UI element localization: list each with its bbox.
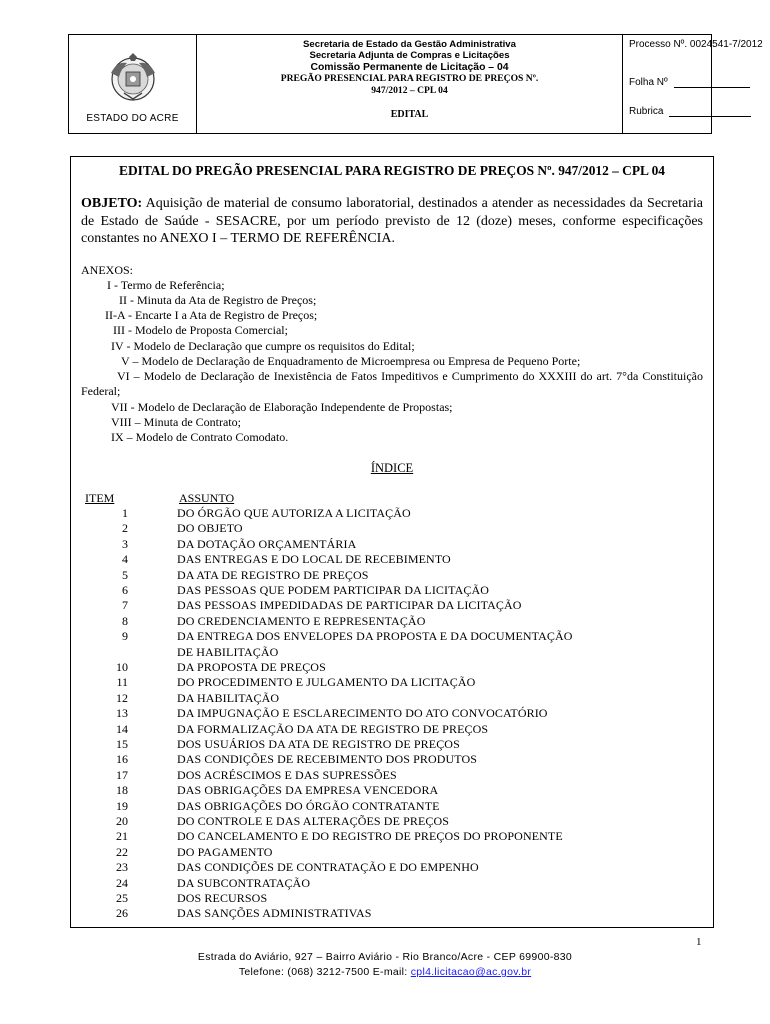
indice-row-title: DAS CONDIÇÕES DE CONTRATAÇÃO E DO EMPENHO [177, 860, 479, 875]
indice-row-number: 5 [122, 567, 128, 582]
indice-row-title: DO ÓRGÃO QUE AUTORIZA A LICITAÇÃO [177, 506, 411, 520]
indice-row-number: 26 [116, 906, 128, 921]
indice-row-number: 4 [122, 552, 128, 567]
indice-row-number: 7 [122, 598, 128, 613]
header-process-cell [623, 35, 763, 133]
indice-row-title: DO PROCEDIMENTO E JULGAMENTO DA LICITAÇÃO [177, 675, 476, 690]
header-logo-cell [69, 35, 197, 133]
indice-row-number: 23 [116, 860, 128, 875]
indice-row-title: DAS PESSOAS IMPEDIDADAS DE PARTICIPAR DA LICITAÇÃO [177, 598, 522, 613]
indice-row-title: DA SUBCONTRATAÇÃO [177, 875, 311, 890]
indice-row-number: 9 [122, 629, 128, 644]
indice-row-title: DO CREDENCIAMENTO E REPRESENTAÇÃO [177, 613, 426, 628]
indice-row-title: DA ATA DE REGISTRO DE PREÇOS [177, 567, 369, 582]
indice-col-item: ITEM [85, 491, 115, 505]
header-lines [197, 39, 622, 96]
indice-row-title: DA FORMALIZAÇÃO DA ATA DE REGISTRO DE PREÇOS [177, 721, 489, 736]
anexo-item: I - Termo de Referência; [107, 278, 225, 292]
objeto-label: OBJETO: [81, 196, 143, 211]
anexo-item: V – Modelo de Declaração de Enquadramento de Microempresa ou Empresa de Pequeno Porte; [121, 354, 581, 368]
header-title-cell [197, 35, 623, 133]
indice-row-number: 21 [116, 829, 128, 844]
footer-phone: Telefone: (068) 3212-7500 E-mail: [238, 966, 408, 978]
footer-address: Estrada do Aviário, 927 – Bairro Aviário - Rio Branco/Acre - CEP 69900-830 [197, 951, 573, 963]
rubrica-field [629, 106, 751, 117]
indice-row-title: DOS RECURSOS [177, 891, 268, 905]
anexo-item: II-A - Encarte I a Ata de Registro de Preços; [105, 308, 318, 322]
indice-row-title: DA IMPUGNAÇÃO E ESCLARECIMENTO DO ATO CONVOCATÓRIO [177, 706, 548, 721]
indice-row-number: 6 [122, 583, 128, 597]
indice-row-title: DAS PESSOAS QUE PODEM PARTICIPAR DA LICITAÇÃO [177, 583, 489, 597]
indice-row-number: 17 [116, 767, 128, 782]
indice-row-number: 16 [116, 752, 128, 767]
processo-number: Processo Nº. 0024541-7/2012 [629, 39, 763, 50]
indice-row-title: DOS USUÁRIOS DA ATA DE REGISTRO DE PREÇOS [177, 737, 460, 751]
folha-label: Folha Nº [629, 77, 668, 88]
indice-row-title: DA PROPOSTA DE PREÇOS [177, 660, 326, 674]
state-seal-icon [107, 53, 159, 105]
anexo-item: VI – Modelo de Declaração de Inexistência de Fatos Impeditivos e Cumprimento do XXXIII do art. 7°da Constituição Federal; [81, 369, 703, 399]
indice-row-number: 10 [116, 660, 128, 674]
anexo-item: IX – Modelo de Contrato Comodato. [111, 430, 289, 444]
indice-row-title: DO OBJETO [177, 521, 243, 536]
anexo-item: III - Modelo de Proposta Comercial; [113, 323, 288, 337]
header-edital-label: EDITAL [390, 109, 429, 120]
indice-row-number: 20 [116, 814, 128, 828]
indice-row-number: 3 [122, 536, 128, 551]
anexo-item: VIII – Minuta de Contrato; [111, 415, 241, 429]
rubrica-label: Rubrica [629, 106, 664, 117]
document-header [68, 34, 763, 134]
indice-row-number: 14 [116, 721, 128, 736]
indice-heading: ÍNDICE [370, 461, 414, 475]
indice-row-number: 22 [116, 844, 128, 859]
indice-row-number: 8 [122, 613, 128, 628]
indice-row-number: 11 [116, 675, 128, 690]
edital-title: EDITAL DO PREGÃO PRESENCIAL PARA REGISTRO DE PREÇOS Nº. 947/2012 – CPL 04 [119, 163, 665, 178]
indice-row-title: DAS OBRIGAÇÕES DA EMPRESA VENCEDORA [177, 783, 439, 798]
indice-row-title: DAS SANÇÕES ADMINISTRATIVAS [177, 906, 372, 921]
indice-row-title: DO PAGAMENTO [177, 844, 273, 859]
indice-row-title: DA HABILITAÇÃO [177, 690, 280, 705]
objeto-paragraph [81, 195, 703, 248]
header-line-comissao: Comissão Permanente de Licitação – 04 [310, 61, 509, 73]
indice-row-number: 2 [122, 521, 128, 536]
header-line-secretaria-adjunta: Secretaria Adjunta de Compras e Licitações [309, 50, 510, 62]
indice-row-title: DAS ENTREGAS E DO LOCAL DE RECEBIMENTO [177, 552, 451, 567]
state-name: ESTADO DO ACRE [86, 113, 179, 124]
indice-col-assunto: ASSUNTO [179, 491, 235, 505]
anexos-label: ANEXOS: [81, 263, 134, 277]
indice-row-number: 15 [116, 737, 128, 751]
folha-field [629, 77, 750, 88]
anexo-item: VII - Modelo de Declaração de Elaboração Independente de Propostas; [111, 400, 453, 414]
indice-row-title: DAS CONDIÇÕES DE RECEBIMENTO DOS PRODUTOS [177, 752, 478, 767]
indice-row-number: 1 [122, 506, 128, 520]
indice-row-title: DA DOTAÇÃO ORÇAMENTÁRIA [177, 536, 357, 551]
indice-row-number: 24 [116, 875, 128, 890]
page-number: 1 [696, 936, 702, 948]
header-line-pregao: PREGÃO PRESENCIAL PARA REGISTRO DE PREÇOS Nº. [280, 73, 539, 85]
indice-row-title: DAS OBRIGAÇÕES DO ÓRGÃO CONTRATANTE [177, 798, 440, 813]
footer-email-link[interactable]: cpl4.licitacao@ac.gov.br [410, 966, 532, 978]
rubrica-blank [669, 107, 751, 117]
objeto-text: Aquisição de material de consumo laboratorial, destinados a atender as necessidades da Secretaria de Estado de Saúde - SESACRE, por um período previsto de 12 (doze) meses, conforme especificações constantes no ANEXO I – TERMO DE REFERÊNCIA. [81, 196, 703, 246]
indice-row-number: 12 [116, 690, 128, 705]
indice-row-title: DO CANCELAMENTO E DO REGISTRO DE PREÇOS DO PROPONENTE [177, 829, 563, 844]
edital-body [70, 156, 714, 928]
anexo-item: IV - Modelo de Declaração que cumpre os requisitos do Edital; [111, 339, 415, 353]
indice-row-number: 13 [116, 706, 128, 721]
indice-row-title: DE HABILITAÇÃO [177, 644, 279, 659]
indice-row-title: DO CONTROLE E DAS ALTERAÇÕES DE PREÇOS [177, 814, 450, 828]
indice-row-number: 25 [116, 891, 128, 905]
header-line-secretaria: Secretaria de Estado da Gestão Administrativa [303, 39, 516, 50]
anexo-item: II - Minuta da Ata de Registro de Preços; [119, 293, 317, 307]
indice-row-title: DA ENTREGA DOS ENVELOPES DA PROPOSTA E DA DOCUMENTAÇÃO [177, 629, 573, 644]
header-line-numero: 947/2012 – CPL 04 [371, 84, 448, 96]
footer-contact [0, 966, 770, 978]
indice-row-number: 18 [116, 783, 128, 798]
folha-blank [674, 78, 750, 88]
indice-row-number: 19 [116, 798, 128, 813]
indice-row-title: DOS ACRÉSCIMOS E DAS SUPRESSÕES [177, 767, 397, 782]
